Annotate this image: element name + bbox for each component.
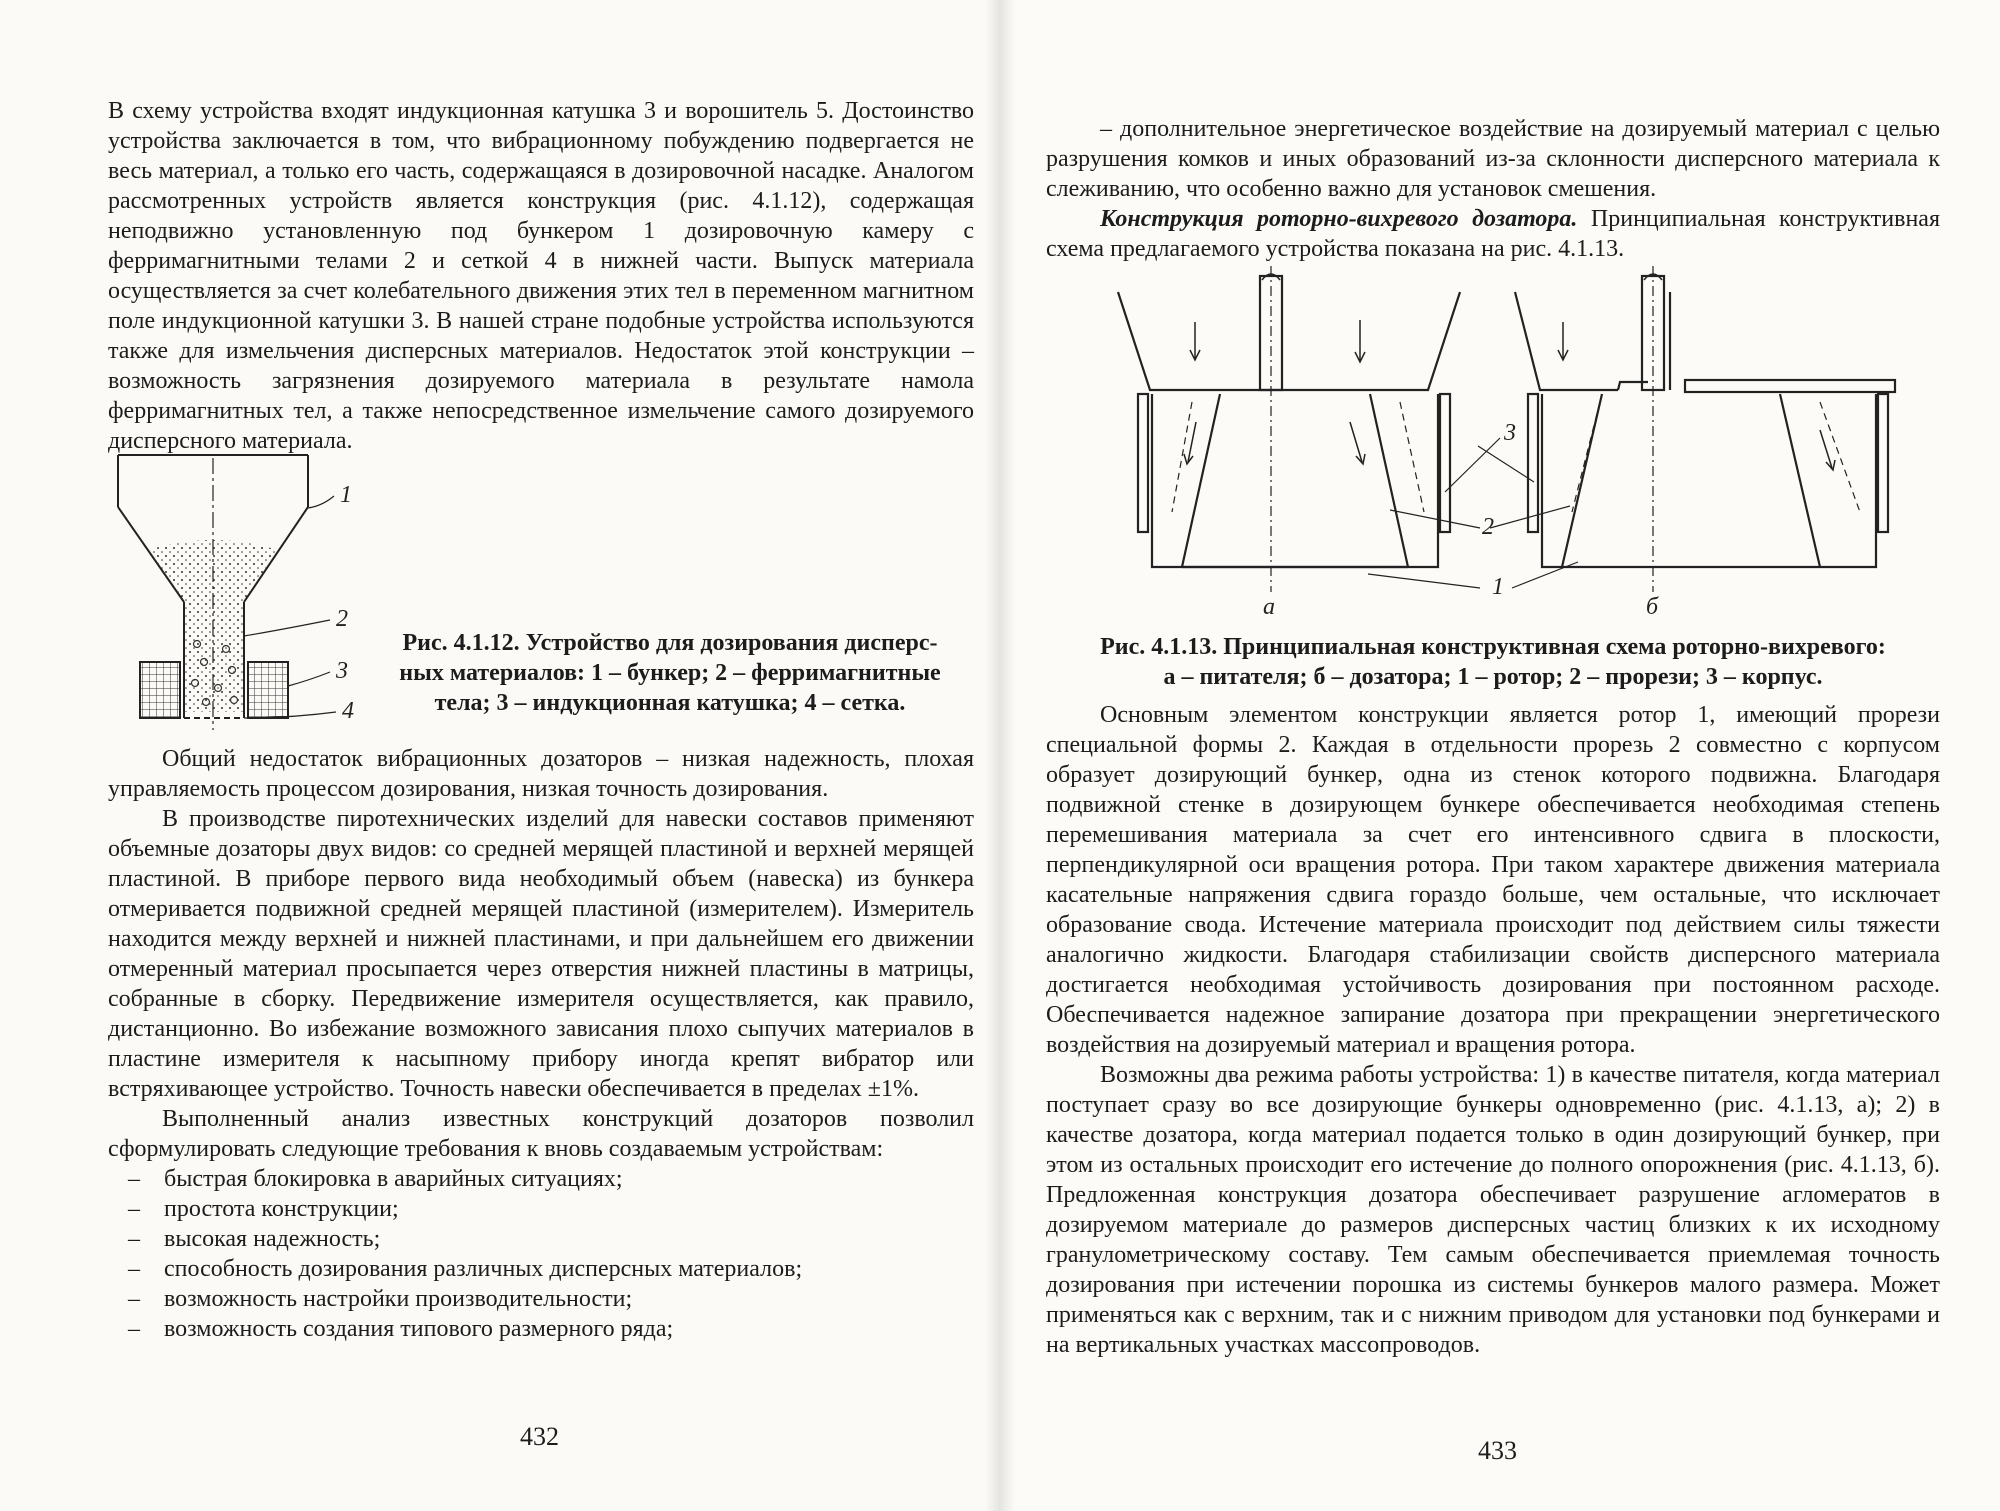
variant-b-dozer bbox=[1515, 276, 1895, 567]
list-item: – способность дозирования различных дисперсных материалов; bbox=[108, 1254, 974, 1284]
list-item: – быстрая блокировка в аварийных ситуациях; bbox=[108, 1164, 974, 1194]
list-item: – возможность настройки производительности; bbox=[108, 1284, 974, 1314]
fig2-caption-line-1: Рис. 4.1.13. Принципиальная конструктивная схема роторно-вихревого: bbox=[1100, 634, 1886, 660]
right-page bbox=[1000, 0, 2000, 1511]
slots-a bbox=[1172, 402, 1424, 512]
right-para-1: – дополнительное энергетическое воздействие на дозируемый материал с целью разрушения комков и иных образований из-за склонности дисперсного материала к слеживанию, что особенно важно для установок смешения. bbox=[1046, 116, 1940, 202]
list-item: – простота конструкции; bbox=[108, 1194, 974, 1224]
figure-4-1-12 bbox=[100, 450, 400, 740]
figure-4-1-13-caption bbox=[1046, 632, 1940, 692]
page-number-left: 432 bbox=[520, 1422, 559, 1451]
fig2-label-2: 2 bbox=[1482, 514, 1494, 540]
fig2-label-3: 3 bbox=[1504, 420, 1516, 446]
left-para-4: Выполненный анализ известных конструкций дозаторов позволил сформулировать следующие требования к вновь создаваемым устройствам: bbox=[108, 1106, 974, 1162]
figure-4-1-13 bbox=[1100, 262, 1940, 622]
fig1-label-4: 4 bbox=[342, 698, 354, 724]
left-text-top bbox=[108, 96, 974, 456]
fig2-label-1: 1 bbox=[1492, 574, 1504, 600]
right-para-2-text: Принципиальная конструктивная схема предлагаемого устройства показана на рис. 4.1.13. bbox=[1046, 206, 1940, 262]
requirements-list bbox=[108, 1164, 974, 1344]
book-gutter bbox=[985, 0, 1015, 1511]
right-para-2 bbox=[1046, 204, 1940, 264]
figure-4-1-12-caption bbox=[370, 628, 970, 718]
arrows-b bbox=[1558, 274, 1835, 470]
list-item: – высокая надежность; bbox=[108, 1224, 974, 1254]
fig1-caption-line-1: Рис. 4.1.12. Устройство для дозирования дисперс- bbox=[402, 630, 938, 656]
variant-a-feeder bbox=[1118, 276, 1460, 567]
fig2-caption-line-2: а – питателя; б – дозатора; 1 – ротор; 2 – прорези; 3 – корпус. bbox=[1163, 664, 1823, 690]
page-number-right: 433 bbox=[1478, 1436, 1517, 1465]
right-text-top bbox=[1046, 114, 1940, 264]
right-para-3: Основным элементом конструкции является ротор 1, имеющий прорези специальной формы 2. Каждая в отдельности прорезь 2 совместно с корпусом образует дозирующий бункер, одна из стенок которого подвижна. Благодаря подвижной стенке в дозирующем бункере обеспечивается необходимая степень перемешивания материала за счет его интенсивного сдвига в плоскости, перпендикулярной оси вращения ротора. При таком характере движения материала касательные напряжения сдвига гораздо больше, чем остальные, что исключает образование свода. Истечение материала происходит под действием силы тяжести аналогично жидкости. Благодаря стабилизации свойств дисперсного материала достигается необходимая устойчивость дозирования при постоянном расходе. Обеспечивается надежное запирание дозатора при прекращении энергетического воздействия на дозируемый материал и вращения ротора. bbox=[1046, 702, 1940, 1058]
left-para-1: В схему устройства входят индукционная катушка 3 и ворошитель 5. Достоинство устройства заключается в том, что вибрационному побуждению подвергается не весь материал, а только его часть, содержащаяся в дозировочной насадке. Аналогом рассмотренных устройств является конструкция (рис. 4.1.12), содержащая неподвижно установленную под бункером 1 дозировочную камеру с ферримагнитными телами 2 и сеткой 4 в нижней части. Выпуск материала осуществляется за счет колебательного движения этих тел в переменном магнитном поле индукционной катушки 3. В нашей стране подобные устройства используются также для измельчения дисперсных материалов. Недостаток этой конструкции – возможность загрязнения дозируемого материала в результате намола ферримагнитных тел, а также непосредственное измельчение самого дозируемого дисперсного материала. bbox=[108, 98, 974, 454]
leaders-13 bbox=[1368, 438, 1578, 588]
fig1-caption-line-2: ных материалов: 1 – бункер; 2 – ферримагнитные bbox=[399, 660, 941, 686]
fig1-label-3: 3 bbox=[336, 658, 348, 684]
slots-b bbox=[1572, 402, 1860, 512]
right-text-bottom bbox=[1046, 700, 1940, 1360]
left-para-2: Общий недостаток вибрационных дозаторов – низкая надежность, плохая управляемость процессом дозирования, низкая точность дозирования. bbox=[108, 746, 974, 802]
induction-coil-left bbox=[140, 662, 180, 718]
fig2-sub-b: б bbox=[1646, 594, 1659, 620]
list-item: – возможность создания типового размерного ряда; bbox=[108, 1314, 974, 1344]
rotor-dozer-heading: Конструкция роторно-вихревого дозатора. bbox=[1100, 206, 1578, 232]
left-text-bottom bbox=[108, 744, 974, 1344]
right-para-4: Возможны два режима работы устройства: 1) в качестве питателя, когда материал поступает сразу во все дозирующие бункеры одновременно (рис. 4.1.13, а); 2) в качестве дозатора, когда материал подается только в один дозирующий бункер, при этом из остальных происходит его истечение до полного опорожнения (рис. 4.1.13, б). Предложенная конструкция дозатора обеспечивает разрушение агломератов в дозируемом материале до размеров дисперсных частиц близких к их исходному гранулометрическому составу. Тем самым обеспечивается приемлемая точность дозирования при истечении порошка из системы бункеров малого размера. Может применяться как с верхним, так и с нижним приводом для установки под бункерами и на вертикальных участках массопроводов. bbox=[1046, 1062, 1940, 1358]
fig1-label-2: 2 bbox=[336, 606, 348, 632]
fig1-label-1: 1 bbox=[340, 482, 352, 508]
left-para-3: В производстве пиротехнических изделий для навески составов применяют объемные дозаторы двух видов: со средней мерящей пластиной и верхней мерящей пластиной. В приборе первого вида необходимый объем (навеска) из бункера отмеривается подвижной средней мерящей пластиной (измерителем). Измеритель находится между верхней и нижней пластинами, и при дальнейшем его движении отмеренный материал просыпается через отверстия нижней пластины в матрицы, собранные в сборку. Передвижение измерителя осуществляется, как правило, дистанционно. Во избежание возможного зависания плохо сыпучих материалов в пластине измерителя к насыпному прибору иногда крепят вибратор или встряхивающее устройство. Точность навески обеспечивается в пределах ±1%. bbox=[108, 806, 974, 1102]
fig1-caption-line-3: тела; 3 – индукционная катушка; 4 – сетка. bbox=[434, 690, 906, 716]
fig2-sub-a: а bbox=[1263, 594, 1275, 620]
induction-coil-right bbox=[248, 662, 288, 718]
